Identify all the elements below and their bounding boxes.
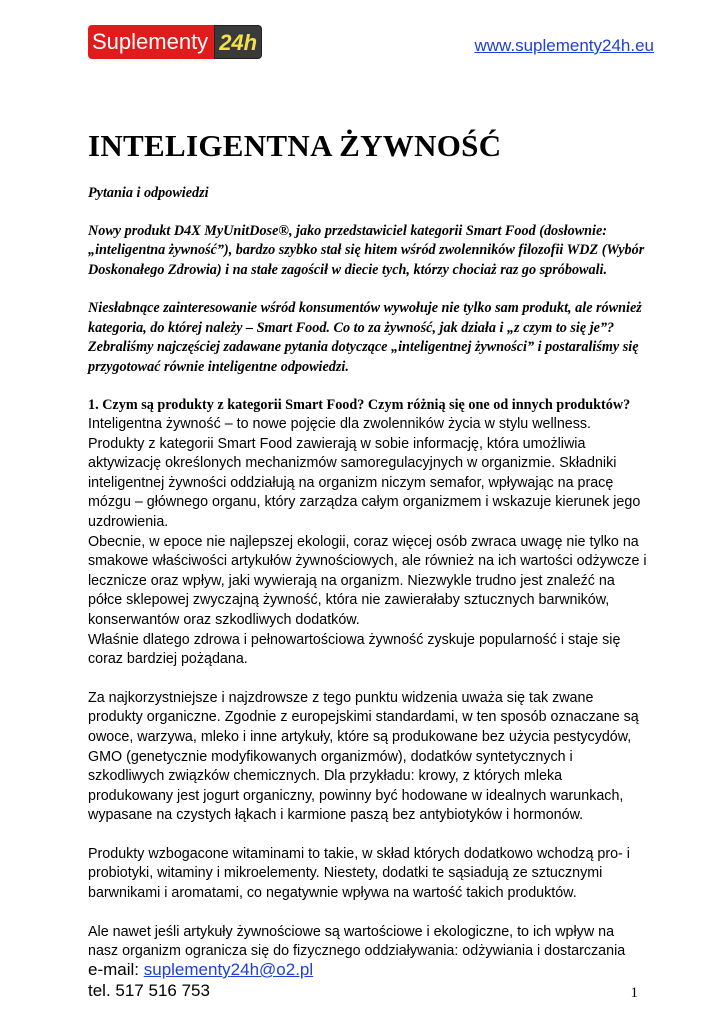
question-heading-1: 1. Czym są produkty z kategorii Smart Food? Czym różnią się one od innych produktów? — [88, 397, 631, 413]
footer-phone: tel. 517 516 753 — [88, 981, 210, 1000]
footer-email — [88, 960, 313, 980]
article — [88, 118, 648, 962]
logo-badge: 24h — [214, 25, 262, 59]
intro-paragraph-1: Nowy produkt D4X MyUnitDose®, jako przedstawiciel kategorii Smart Food (dosłownie: „inteligentna żywność”), bardzo szybko stał się hitem wśród zwolenników filozofii WDZ (Wybór Doskonałego Zdrowia) i na stałe zagościł w diecie tych, którzy chociaż raz go spróbowali. — [88, 222, 645, 278]
email-label: e-mail: — [88, 960, 144, 979]
intro-paragraph-2: Niesłabnące zainteresowanie wśród konsumentów wywołuje nie tylko sam produkt, ale również kategoria, do której należy – Smart Food. Co to za żywność, jak działa i „z czym to się je”? Zebraliśmy najczęściej zadawane pytania dotyczące „inteligentnej żywności” i postaraliśmy się przygotować równie inteligentne odpowiedzi. — [88, 300, 642, 375]
site-url-link[interactable]: www.suplementy24h.eu — [474, 36, 654, 55]
page-title: INTELIGENTNA ŻYWNOŚĆ — [88, 128, 502, 163]
answer-paragraph-1c: Właśnie dlatego zdrowa i pełnowartościowa żywność zyskuje popularność i staje się coraz bardziej pożądana. — [88, 631, 621, 668]
answer-paragraph-1a: Inteligentna żywność – to nowe pojęcie dla zwolenników życia w stylu wellness. Produkty z kategorii Smart Food zawierają w sobie informację, która umożliwia aktywizację określonych mechanizmów samoregulacyjnych w organizmie. Składniki inteligentnej żywności oddziałują na organizm niczym semafor, wpływając na pracę mózgu – głównego organu, który zarządza całym organizmem i wskazuje kierunek jego uzdrowienia. — [88, 416, 641, 530]
article-subtitle: Pytania i odpowiedzi — [88, 185, 209, 201]
brand-logo[interactable] — [88, 25, 258, 59]
answer-paragraph-1b: Obecnie, w epoce nie najlepszej ekologii, coraz więcej osób zwraca uwagę nie tylko na smakowe właściwości artykułów żywnościowych, ale również na ich wartości odżywcze i lecznicze oraz wpływ, jaki wywierają na organizm. Niezwykle trudno jest znaleźć na półce sklepowej zwyczajną żywność, która nie zawierałaby sztucznych barwników, konserwantów oraz szkodliwych dodatków. — [88, 533, 647, 628]
last-paragraph: Ale nawet jeśli artykuły żywnościowe są wartościowe i ekologiczne, to ich wpływ na nasz organizm ogranicza się do fizycznego oddziaływania: odżywiania i dostarczania — [88, 923, 626, 960]
logo-text: Suplementy — [88, 25, 214, 59]
email-link[interactable]: suplementy24h@o2.pl — [143, 960, 314, 979]
page-number: 1 — [630, 985, 638, 1001]
organic-paragraph: Za najkorzystniejsze i najzdrowsze z tego punktu widzenia uważa się tak zwane produkty organiczne. Zgodnie z europejskimi standardami, w ten sposób oznaczane są owoce, warzywa, mleko i inne artykuły, które są produkowane bez użycia pestycydów, GMO (genetycznie modyfikowanych organizmów), dodatków syntetycznych i szkodliwych związków chemicznych. Dla przykładu: krowy, z których mleka produkowany jest jogurt organiczny, powinny być hodowane w idealnych warunkach, wypasane na czystych łąkach i karmione paszą bez antybiotyków i hormonów. — [88, 689, 639, 824]
enriched-paragraph: Produkty wzbogacone witaminami to takie, w skład których dodatkowo wchodzą pro- i probiotyki, witaminy i mikroelementy. Niestety, dodatki te sąsiadują ze sztucznymi barwnikami i aromatami, co negatywnie wpływa na wartość takich produktów. — [88, 845, 630, 902]
